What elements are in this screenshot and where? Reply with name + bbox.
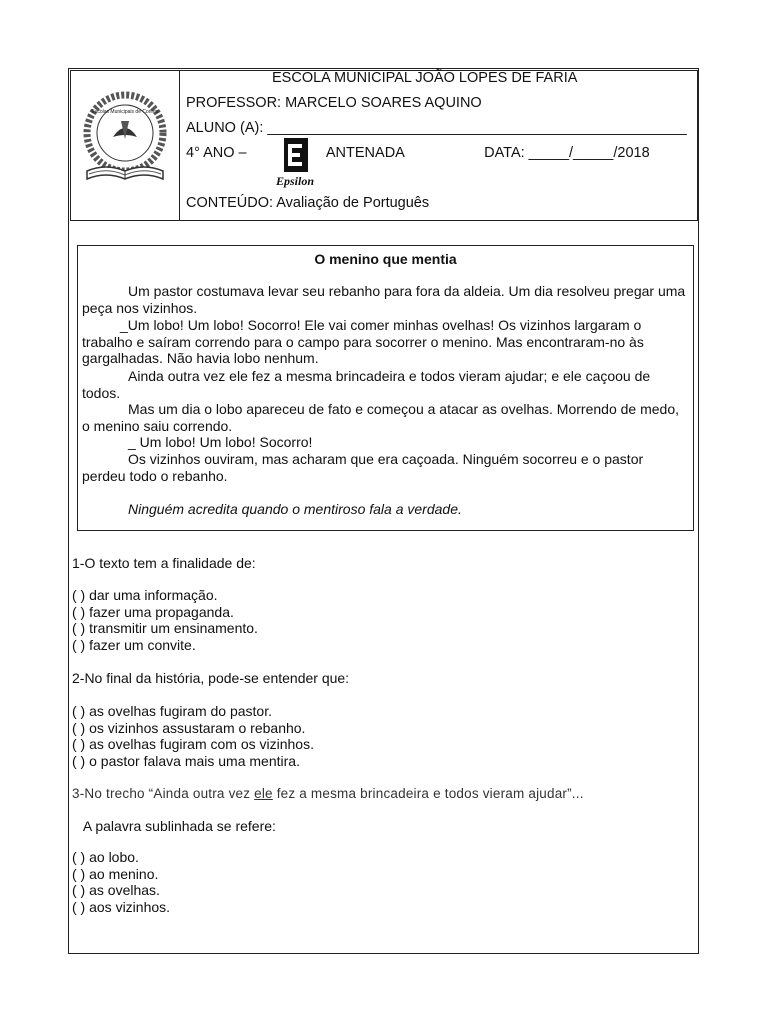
question-2-option-a[interactable]: ( ) as ovelhas fugiram do pastor.	[72, 703, 272, 719]
question-3-prompt-end: fez a mesma brincadeira e todos vieram ajudar”...	[272, 786, 584, 801]
story-paragraph-6: Os vizinhos ouviram, mas acharam que era caçoada. Ninguém socorreu e o pastor perdeu todo o rebanho.	[82, 451, 644, 484]
story-title: O menino que mentia	[314, 251, 457, 267]
question-3-prompt-start: 3-No trecho “Ainda outra vez	[72, 786, 255, 801]
question-2-prompt: 2-No final da história, pode-se entender que:	[72, 670, 350, 686]
question-3-option-c[interactable]: ( ) as ovelhas.	[72, 882, 160, 898]
story-paragraph-4: Mas um dia o lobo apareceu de fato e começou a atacar as ovelhas. Morrendo de medo, o menino saiu correndo.	[82, 401, 679, 434]
epsilon-logo-icon	[270, 138, 320, 190]
question-1-options	[72, 587, 258, 653]
question-1-prompt: 1-O texto tem a finalidade de:	[72, 555, 256, 571]
question-1-option-d[interactable]: ( ) fazer um convite.	[72, 636, 196, 653]
question-2-option-d[interactable]: ( ) o pastor falava mais uma mentira.	[72, 752, 300, 769]
story-paragraph-3: Ainda outra vez ele fez a mesma brincadeira e todos vieram ajudar; e ele caçoou de todos.	[82, 368, 651, 401]
question-3-options	[72, 849, 170, 915]
question-1-option-a[interactable]: ( ) dar uma informação.	[72, 587, 218, 603]
question-3-subprompt: A palavra sublinhada se refere:	[72, 818, 276, 834]
school-name: ESCOLA MUNICIPAL JOÃO LOPES DE FARIA	[272, 70, 578, 86]
logo-ring-text: Escolas Municipais de Corinto	[91, 109, 159, 115]
date-field[interactable]: DATA: _____/_____/2018	[484, 145, 650, 161]
question-1-option-c[interactable]: ( ) transmitir um ensinamento.	[72, 620, 258, 636]
school-logo-icon	[71, 71, 179, 220]
professor-line: PROFESSOR: MARCELO SOARES AQUINO	[186, 95, 482, 111]
question-2-option-b[interactable]: ( ) os vizinhos assustaram o rebanho.	[72, 719, 306, 736]
question-2-option-c[interactable]: ( ) as ovelhas fugiram com os vizinhos.	[72, 736, 314, 752]
question-3-option-d[interactable]: ( ) aos vizinhos.	[72, 898, 171, 915]
question-3-option-b[interactable]: ( ) ao menino.	[72, 865, 159, 882]
grade-line	[186, 145, 650, 161]
story-paragraph-2: _Um lobo! Um lobo! Socorro! Ele vai comer minhas ovelhas! Os vizinhos largaram o trabalho e saíram correndo para o campo para socorrer o menino. Mas encontraram-no às gargalhadas. Não havia lobo nenhum.	[82, 317, 644, 366]
story-moral: Ninguém acredita quando o mentiroso fala a verdade.	[128, 501, 462, 517]
class-name: ANTENADA	[325, 145, 405, 161]
school-logo-cell	[71, 71, 180, 220]
student-name-field[interactable]: ALUNO (A): ____________________________________________________	[186, 120, 687, 136]
grade-label: 4° ANO –	[186, 145, 247, 161]
question-1-option-b[interactable]: ( ) fazer uma propaganda.	[72, 603, 234, 620]
question-3-option-a[interactable]: ( ) ao lobo.	[72, 849, 139, 865]
question-3-underlined-word: ele	[254, 786, 273, 801]
question-3-prompt	[72, 786, 584, 803]
story-paragraph-1: Um pastor costumava levar seu rebanho para fora da aldeia. Um dia resolveu pregar uma peça nos vizinhos.	[82, 283, 686, 316]
question-2-options	[72, 703, 314, 769]
epsilon-logo-text: Epsilon	[275, 174, 315, 188]
content-line: CONTEÚDO: Avaliação de Português	[186, 195, 430, 211]
story-paragraph-5: _ Um lobo! Um lobo! Socorro!	[128, 434, 313, 450]
